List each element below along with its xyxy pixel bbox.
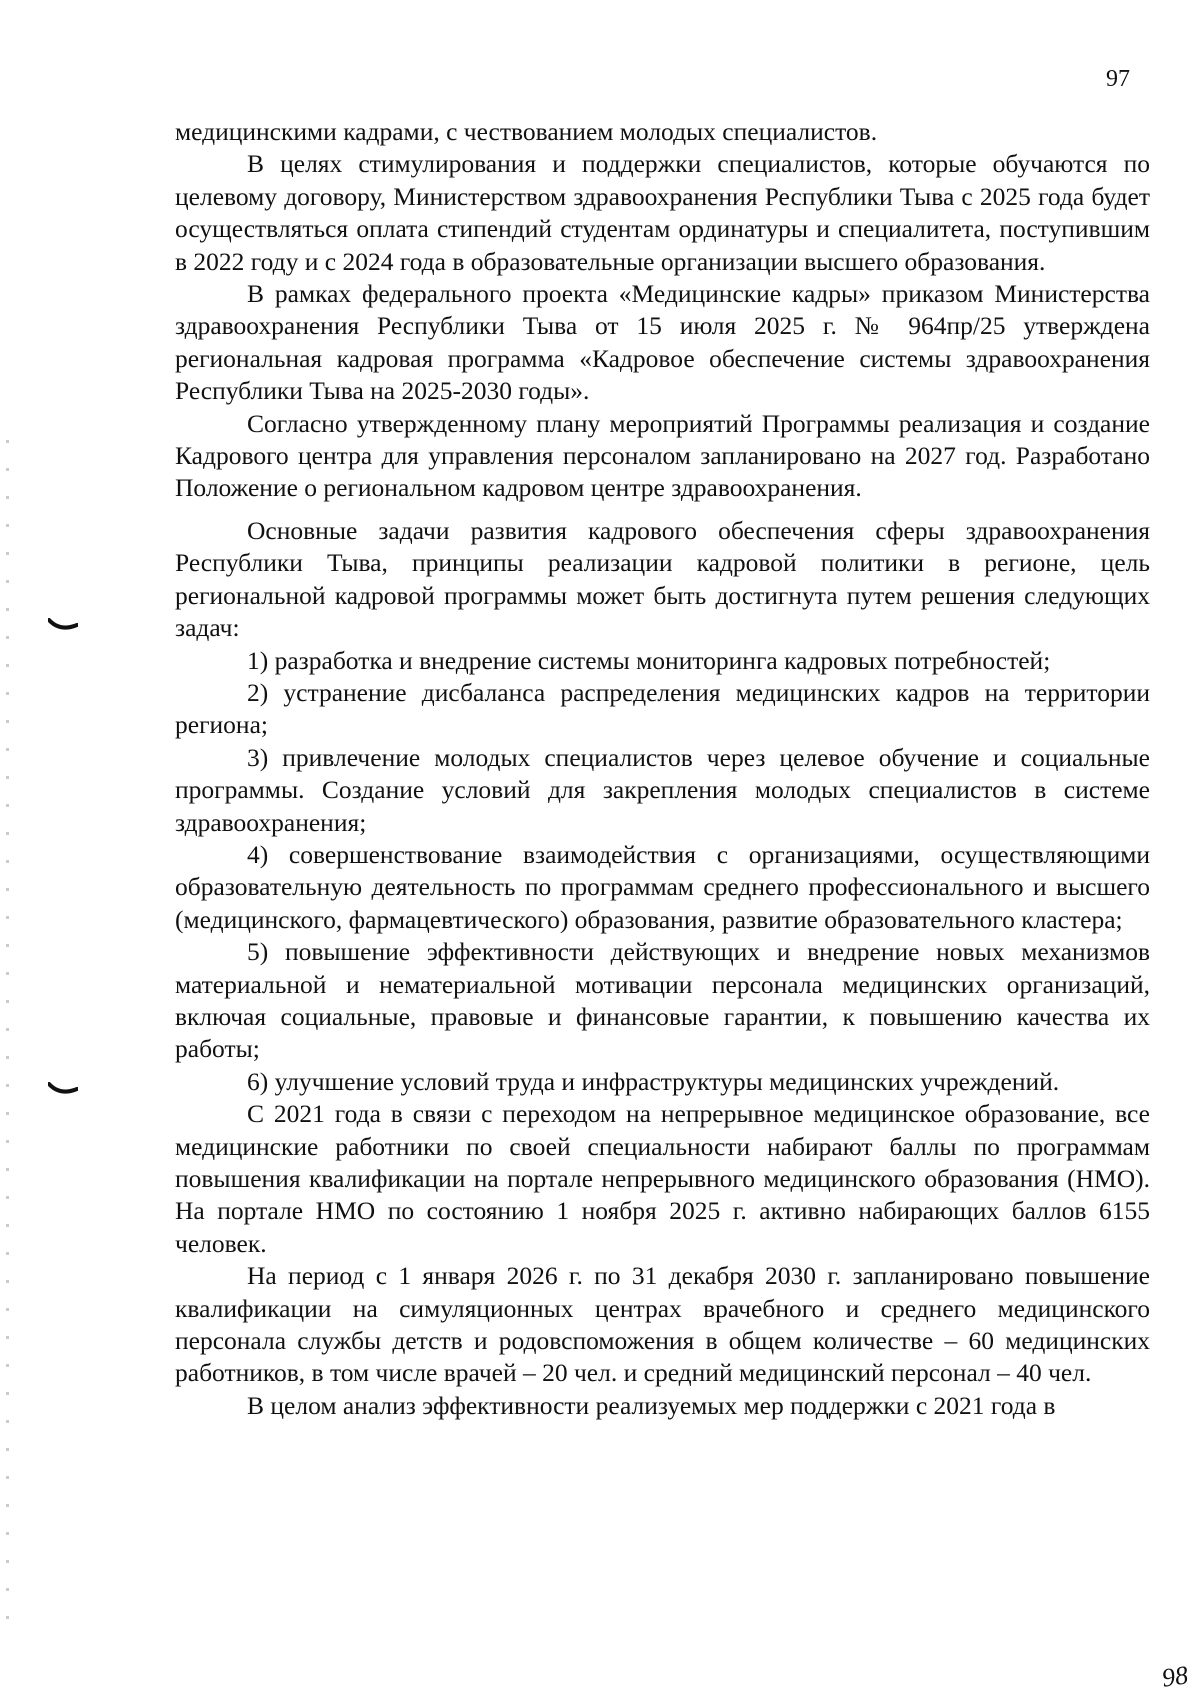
list-item: 4) совершенствование взаимодействия с организациями, осуществляющими образовательную деятельность по программам среднего профессионального и высшего (медицинского, фармацевтического) образования, развитие образовательного кластера; (175, 839, 1150, 934)
paragraph: С 2021 года в связи с переходом на непрерывное медицинское образование, все медицинские работники по своей специальности набирают баллы по программам повышения квалификации на портале непрерывного медицинского образования (НМО). На портале НМО по состоянию 1 ноября 2025 г. активно набирающих баллов 6155 человек. (175, 1099, 1150, 1258)
document-body (175, 116, 1150, 1422)
list-item: 5) повышение эффективности действующих и внедрение новых механизмов материальной и нематериальной мотивации персонала медицинских организаций, включая социальные, правовые и финансовые гарантии, к повышению качества их работы; (175, 937, 1150, 1064)
paragraph: медицинскими кадрами, с чествованием молодых специалистов. (175, 117, 878, 146)
margin-mark (48, 1082, 78, 1096)
paragraph: На период с 1 января 2026 г. по 31 декабря 2030 г. запланировано повышение квалификации на симуляционных центрах врачебного и среднего медицинского персонала службы детств и родовспоможения в общем количестве – 60 медицинских работников, в том числе врачей – 20 чел. и средний медицинский персонал – 40 чел. (175, 1261, 1150, 1388)
paragraph: В рамках федерального проекта «Медицинские кадры» приказом Министерства здравоохранения Республики Тыва от 15 июля 2025 г. № 964пр/25 утверждена региональная кадровая программа «Кадровое обеспечение системы здравоохранения Республики Тыва на 2025-2030 годы». (175, 279, 1150, 406)
list-item: 1) разработка и внедрение системы мониторинга кадровых потребностей; (247, 645, 1051, 675)
paragraph: В целях стимулирования и поддержки специалистов, которые обучаются по целевому договору, Министерством здравоохранения Республики Тыва с 2025 года будет осуществляться оплата стипендий студентам ординатуры и специалитета, поступившим в 2022 году и с 2024 года в образовательные организации высшего образования. (175, 149, 1150, 276)
scan-edge-marks (6, 440, 9, 1640)
paragraph: Основные задачи развития кадрового обеспечения сферы здравоохранения Республики Тыва, принципы реализации кадровой политики в регионе, цель региональной кадровой программы может быть достигнута путем решения следующих задач: (175, 515, 1150, 643)
list-item: 3) привлечение молодых специалистов через целевое обучение и социальные программы. Создание условий для закрепления молодых специалистов в системе здравоохранения; (175, 742, 1150, 837)
paragraph: В целом анализ эффективности реализуемых мер поддержки с 2021 года в (247, 1390, 1056, 1420)
handwritten-page-number: 98 (1160, 1660, 1190, 1693)
list-item: 6) улучшение условий труда и инфраструктуры медицинских учреждений. (247, 1066, 1060, 1096)
list-item: 2) устранение дисбаланса распределения медицинских кадров на территории региона; (175, 677, 1150, 740)
page-number: 97 (1106, 66, 1130, 92)
paragraph: Согласно утвержденному плану мероприятий Программы реализация и создание Кадрового центра для управления персоналом запланировано на 2027 год. Разработано Положение о региональном кадровом центре здравоохранения. (175, 408, 1150, 503)
margin-mark (48, 618, 78, 632)
